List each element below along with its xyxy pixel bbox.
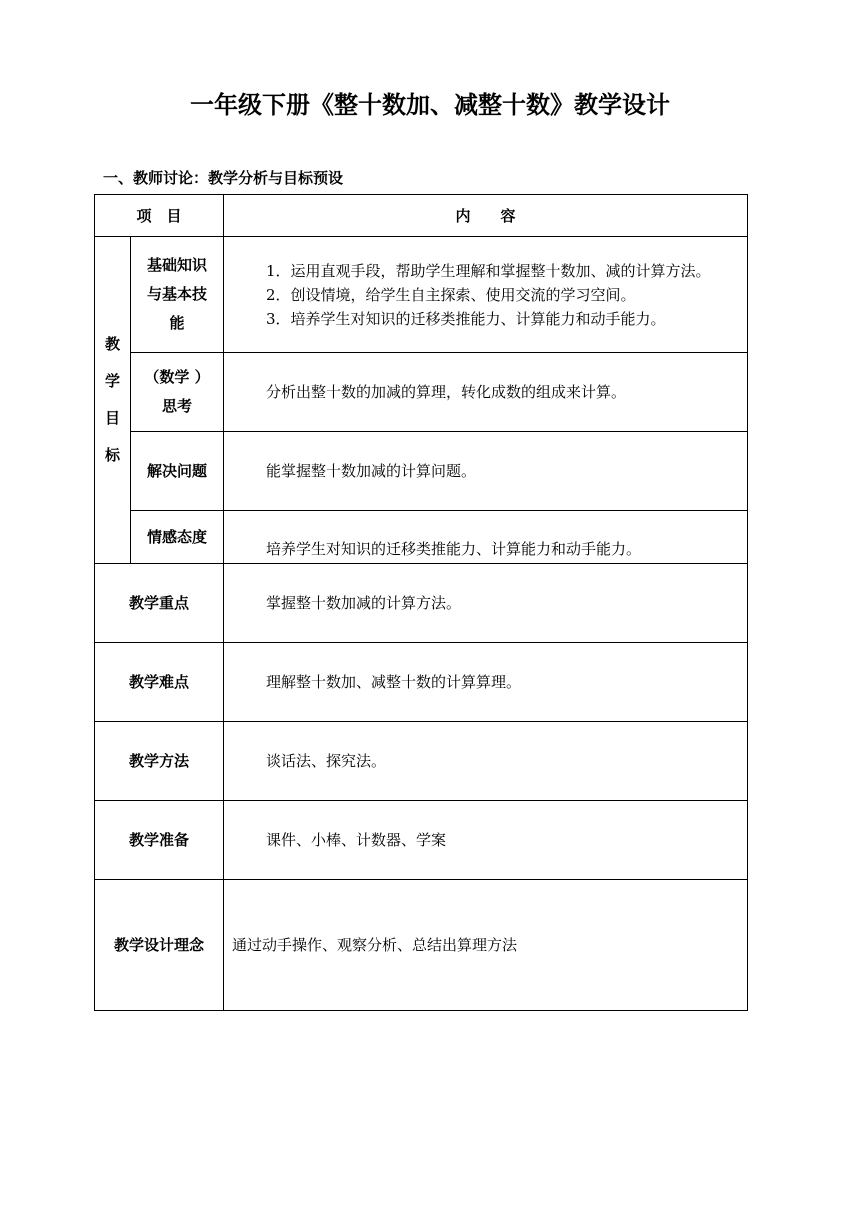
row-content: 谈话法、探究法。 — [224, 722, 748, 801]
row-label: 教学设计理念 — [95, 880, 224, 1011]
objective-label-line: 基础知识 — [147, 256, 208, 274]
objective-label-line: 思考 — [162, 397, 193, 415]
teaching-design-table — [94, 194, 748, 1011]
document-title: 一年级下册《整十数加、减整十数》教学设计 — [190, 91, 670, 119]
objective-row-basic — [95, 237, 748, 353]
objective-label — [131, 237, 224, 353]
row-label: 教学难点 — [95, 643, 224, 722]
objective-content: 能掌握整十数加减的计算问题。 — [224, 432, 748, 511]
row-label: 教学重点 — [95, 564, 224, 643]
objective-row-problem-solving — [95, 432, 748, 511]
row-content: 理解整十数加、减整十数的计算算理。 — [224, 643, 748, 722]
objective-content: 分析出整十数的加减的算理，转化成数的组成来计算。 — [224, 353, 748, 432]
row-design-philosophy — [95, 880, 748, 1011]
objective-content: 培养学生对知识的迁移类推能力、计算能力和动手能力。 — [224, 511, 748, 564]
objective-row-thinking — [95, 353, 748, 432]
objective-content — [224, 237, 748, 353]
table-header-row — [95, 195, 748, 237]
objectives-group-char: 标 — [104, 446, 120, 464]
objectives-group-label — [95, 237, 131, 564]
objective-content-line: 3．培养学生对知识的迁移类推能力、计算能力和动手能力。 — [266, 309, 666, 328]
row-content: 通过动手操作、观察分析、总结出算理方法 — [224, 880, 748, 1011]
objective-row-attitude — [95, 511, 748, 564]
header-content-cell: 内 容 — [224, 195, 748, 237]
row-key-points — [95, 564, 748, 643]
row-content: 掌握整十数加减的计算方法。 — [224, 564, 748, 643]
objective-content-line: 1．运用直观手段，帮助学生理解和掌握整十数加、减的计算方法。 — [266, 261, 711, 280]
row-preparation — [95, 801, 748, 880]
objective-label: 解决问题 — [131, 432, 224, 511]
row-content: 课件、小棒、计数器、学案 — [224, 801, 748, 880]
objectives-group-char: 教 — [104, 335, 120, 353]
objective-content-line: 2．创设情境，给学生自主探索、使用交流的学习空间。 — [266, 285, 636, 304]
objective-label-line: 与基本技 — [147, 285, 208, 303]
objectives-group-char: 目 — [104, 409, 120, 427]
row-methods — [95, 722, 748, 801]
objective-label — [131, 353, 224, 432]
row-label: 教学方法 — [95, 722, 224, 801]
row-label: 教学准备 — [95, 801, 224, 880]
objective-label: 情感态度 — [131, 511, 224, 564]
section-heading: 一、教师讨论：教学分析与目标预设 — [103, 169, 344, 187]
objectives-group-char: 学 — [104, 372, 120, 390]
objective-label-line: （数学 ） — [144, 368, 210, 386]
objective-label-line: 能 — [169, 314, 185, 332]
row-difficulties — [95, 643, 748, 722]
header-item-cell: 项 目 — [95, 195, 224, 237]
